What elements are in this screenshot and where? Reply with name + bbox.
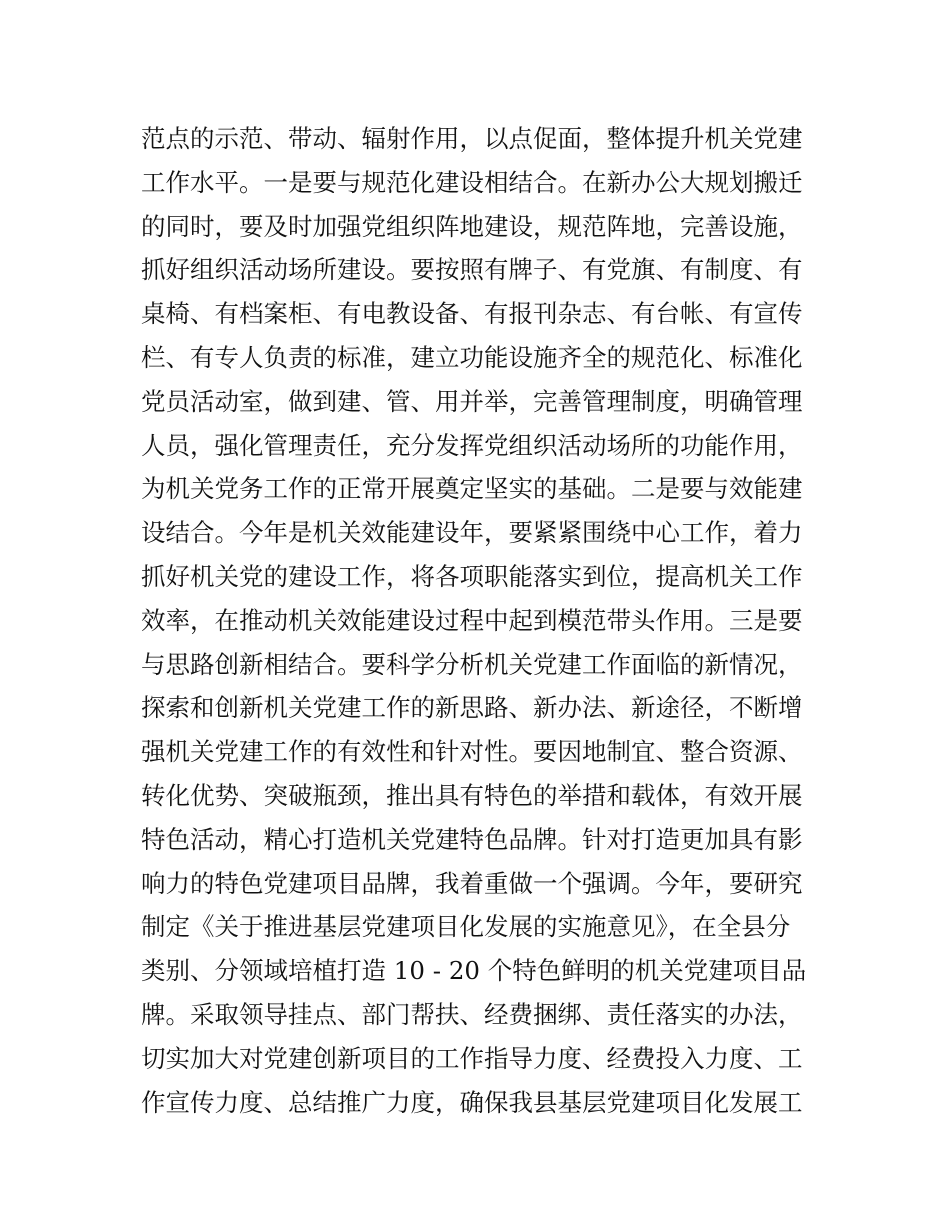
text-line: 强机关党建工作的有效性和针对性。要因地制宜、整合资源、 [141,737,803,767]
text-line: 设结合。今年是机关效能建设年，要紧紧围绕中心工作，着力 [141,518,803,548]
text-line: 抓好机关党的建设工作，将各项职能落实到位，提高机关工作 [141,561,803,591]
text-line: 的同时，要及时加强党组织阵地建设，规范阵地，完善设施， [141,211,803,241]
text-line: 特色活动，精心打造机关党建特色品牌。针对打造更加具有影 [141,824,803,854]
text-line: 抓好组织活动场所建设。要按照有牌子、有党旗、有制度、有 [141,255,803,285]
text-line: 为机关党务工作的正常开展奠定坚实的基础。二是要与效能建 [141,474,803,504]
text-line: 效率，在推动机关效能建设过程中起到模范带头作用。三是要 [141,605,803,635]
text-line: 范点的示范、带动、辐射作用，以点促面，整体提升机关党建 [141,124,803,153]
text-line: 响力的特色党建项目品牌，我着重做一个强调。今年，要研究 [141,868,803,898]
text-line: 作宣传力度、总结推广力度，确保我县基层党建项目化发展工 [141,1087,803,1117]
text-line: 类别、分领域培植打造 10 - 20 个特色鲜明的机关党建项目品 [141,956,807,986]
text-line: 党员活动室，做到建、管、用并举，完善管理制度，明确管理 [141,386,803,416]
text-line: 桌椅、有档案柜、有电教设备、有报刊杂志、有台帐、有宣传 [141,299,803,329]
body-paragraph [141,117,821,1124]
text-line: 转化优势、突破瓶颈，推出具有特色的举措和载体，有效开展 [141,780,803,810]
text-line: 与思路创新相结合。要科学分析机关党建工作面临的新情况， [141,649,803,679]
text-line: 工作水平。一是要与规范化建设相结合。在新办公大规划搬迁 [141,167,803,197]
text-line: 栏、有专人负责的标准，建立功能设施齐全的规范化、标准化 [141,342,803,372]
text-line: 探索和创新机关党建工作的新思路、新办法、新途径，不断增 [141,693,803,723]
text-line: 牌。采取领导挂点、部门帮扶、经费捆绑、责任落实的办法， [141,999,803,1029]
text-line: 制定《关于推进基层党建项目化发展的实施意见》，在全县分 [141,912,791,942]
text-line: 人员，强化管理责任，充分发挥党组织活动场所的功能作用， [141,430,803,460]
text-line: 切实加大对党建创新项目的工作指导力度、经费投入力度、工 [141,1043,803,1073]
